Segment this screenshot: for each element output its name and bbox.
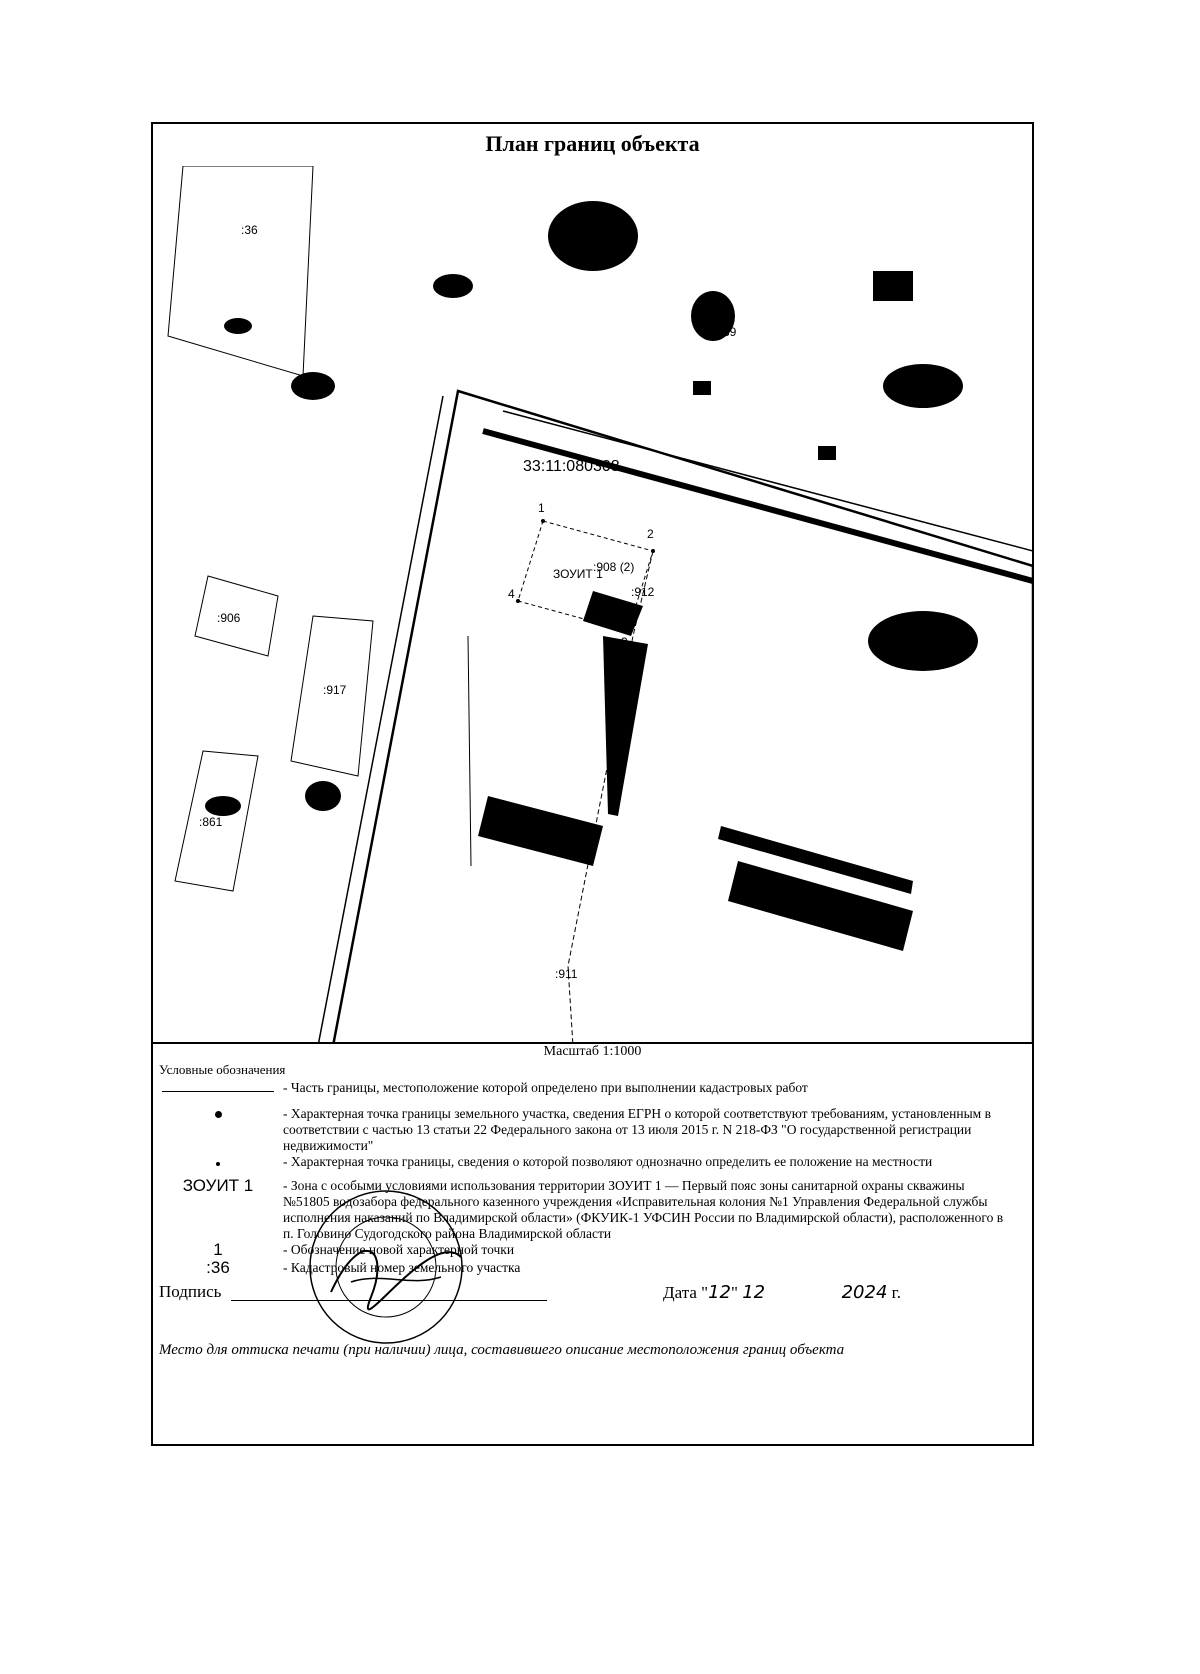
label-parcel-911: :911 — [555, 967, 578, 981]
label-parcel-908: :908 (2) — [593, 560, 635, 574]
dot-small-symbol — [216, 1162, 220, 1166]
document-frame — [151, 122, 1034, 1446]
cadastral-map — [153, 166, 1032, 1044]
seal-stamp — [271, 1187, 501, 1347]
label-block: 33:11:080308 — [523, 458, 620, 475]
legend-text: - Зона с особыми условиями использования территории ЗОУИТ 1 — Первый пояс зоны санитарной охраны скважины №51805 водозабора федерального казенного учреждения «Исправительная колония №1 Управления Федеральной службы исполнения наказаний по Владимирской области» (ФКУИК-1 УФСИН России по Владимирской области), расположенного в п. Головино Судогодского района Владимирской области — [283, 1178, 1004, 1241]
building — [603, 636, 648, 816]
label-parcel-917: :917 — [323, 683, 347, 697]
date-row: Дата "12" 12 2024 г. — [663, 1282, 901, 1303]
building — [478, 796, 603, 866]
zone-symbol: ЗОУИТ 1 — [182, 1176, 254, 1195]
tree-cluster — [868, 611, 978, 671]
line-symbol — [162, 1091, 274, 1092]
new-point-symbol: 1 — [213, 1240, 223, 1259]
stamp-note: Место для оттиска печати (при наличии) лица, составившего описание местоположения границ объекта — [159, 1342, 845, 1358]
label-point-1: 1 — [538, 501, 545, 515]
street-line — [483, 431, 1032, 581]
map-canvas — [153, 166, 1032, 1042]
tree-cluster — [305, 781, 341, 811]
point-2-marker — [651, 549, 655, 553]
street-line-2 — [503, 411, 1032, 551]
small-building — [873, 271, 913, 301]
road-edge — [318, 396, 443, 1042]
legend-text: - Обозначение новой характерной точки — [283, 1242, 515, 1257]
label-parcel-912: :912 — [631, 585, 655, 599]
label-parcel-939: :939 — [713, 325, 737, 339]
small-building — [818, 446, 836, 460]
map-scale: Масштаб 1:1000 — [543, 1044, 642, 1059]
signature-line — [231, 1300, 547, 1301]
small-building — [693, 381, 711, 395]
date-month: 12 — [742, 1282, 766, 1303]
parcel-36-boundary — [168, 166, 313, 376]
point-3-marker — [626, 629, 630, 633]
label-point-4: 4 — [508, 587, 515, 601]
date-year: 2024 — [841, 1282, 888, 1303]
tree-cluster — [433, 274, 473, 298]
label-point-2: 2 — [647, 527, 654, 541]
legend-text: - Часть границы, местоположение которой определено при выполнении кадастровых работ — [283, 1080, 808, 1095]
legend-text: - Кадастровый номер земельного участка — [283, 1260, 521, 1275]
label-parcel-861: :861 — [199, 815, 223, 829]
legend-text: - Характерная точка границы земельного участка, сведения ЕГРН о которой соответствуют требованиям, установленным в соответствии с частью 13 статьи 22 Федерального закона от 13 июля 2015 г. N 218-ФЗ "О государственной регистрации недвижимости" — [283, 1106, 991, 1153]
legend-title: Условные обозначения — [159, 1062, 286, 1077]
cadastral-number-symbol: :36 — [206, 1258, 230, 1277]
label-point-3: 3 — [621, 635, 628, 649]
label-parcel-906: :906 — [217, 611, 241, 625]
date-label: Дата — [663, 1283, 697, 1302]
tree-cluster — [224, 318, 252, 334]
label-parcel-36: :36 — [241, 223, 258, 237]
territory-boundary — [333, 391, 1032, 1042]
signature-label: Подпись — [159, 1282, 222, 1301]
tree-cluster — [291, 372, 335, 400]
document-title: План границ объекта — [153, 124, 1032, 168]
inner-path — [468, 636, 471, 866]
tree-cluster — [883, 364, 963, 408]
dot-big-symbol — [215, 1111, 222, 1118]
tree-cluster — [205, 796, 241, 816]
legend-text: - Характерная точка границы, сведения о которой позволяют однозначно определить ее положение на местности — [283, 1154, 933, 1169]
point-4-marker — [516, 599, 520, 603]
date-day: 12 — [708, 1282, 731, 1303]
date-year-suffix: г. — [891, 1283, 901, 1302]
tree-cluster — [548, 201, 638, 271]
point-1-marker — [541, 519, 545, 523]
label-zone: ЗОУИТ 1 — [553, 567, 603, 581]
